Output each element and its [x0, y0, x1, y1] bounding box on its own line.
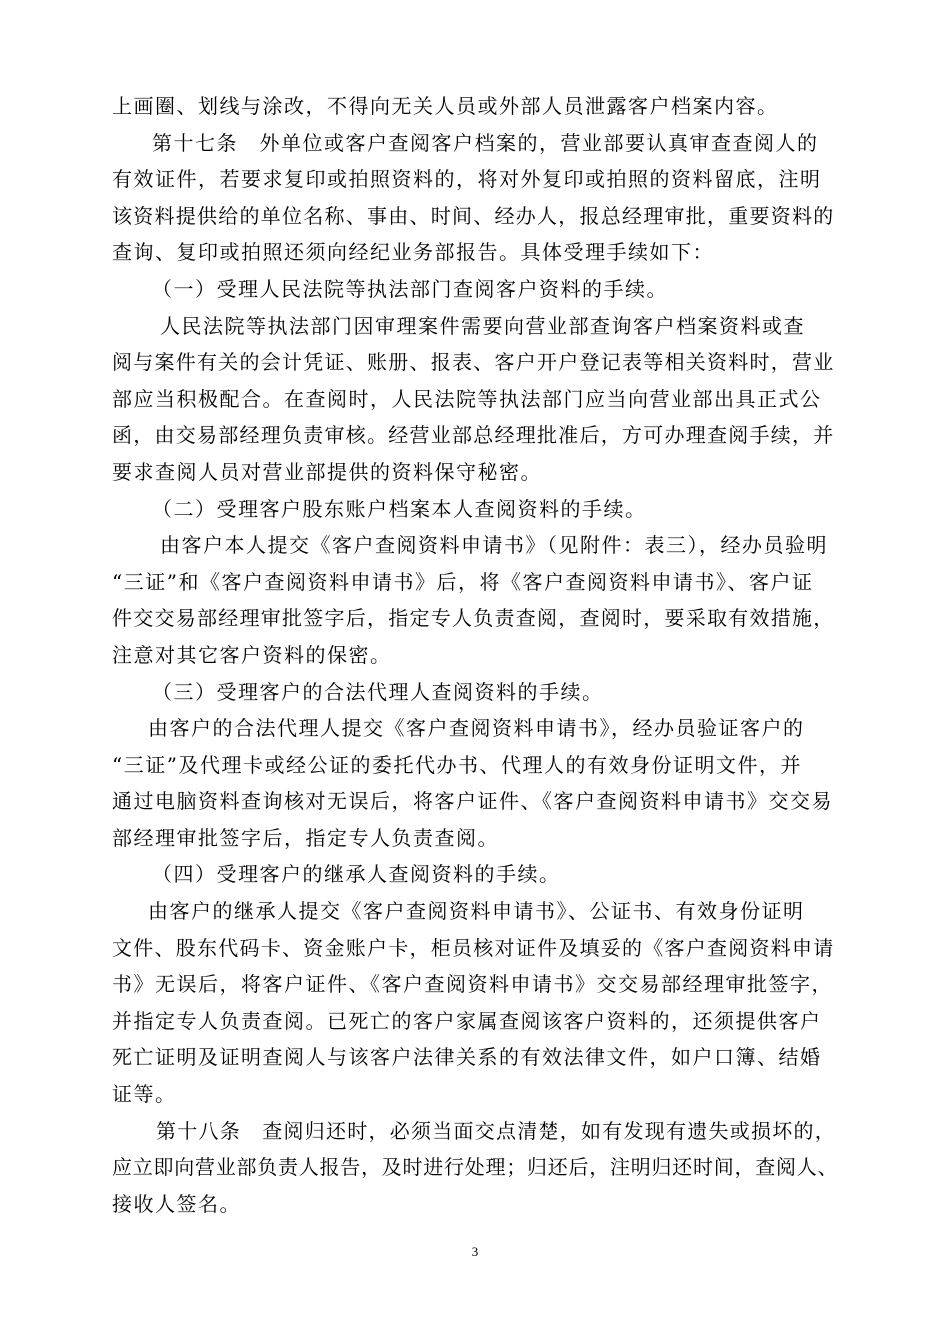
text-line: 件交交易部经理审批签字后，指定专人负责查阅，查阅时，要采取有效措施， — [112, 606, 835, 631]
section-4-heading: （四）受理客户的继承人查阅资料的手续。 — [152, 862, 561, 887]
text-line: 死亡证明及证明查阅人与该客户法律关系的有效法律文件，如户口簿、结婚 — [112, 1045, 822, 1070]
article-18-heading: 第十八条 查阅归还时，必须当面交点清楚，如有发现有遗失或损坏的， — [156, 1118, 836, 1143]
text-line: 人民法院等执法部门因审理案件需要向营业部查询客户档案资料或查 — [160, 313, 805, 338]
text-line: 由客户本人提交《客户查阅资料申请书》（见附件：表三），经办员验明 — [160, 533, 828, 558]
text-line: 部应当积极配合。在查阅时，人民法院等执法部门应当向营业部出具正式公 — [112, 386, 822, 411]
text-line: 应立即向营业部负责人报告，及时进行处理；归还后，注明归还时间，查阅人、 — [112, 1155, 839, 1180]
section-3-heading: （三）受理客户的合法代理人查阅资料的手续。 — [152, 679, 604, 704]
page-number: 3 — [471, 1244, 479, 1259]
text-line: 书》无误后，将客户证件、《客户查阅资料申请书》交交易部经理审批签字， — [112, 972, 833, 997]
section-2-heading: （二）受理客户股东账户档案本人查阅资料的手续。 — [152, 496, 647, 521]
text-line: 要求查阅人员对营业部提供的资料保守秘密。 — [112, 459, 542, 484]
text-line: 由客户的合法代理人提交《客户查阅资料申请书》，经办员验证客户的 — [148, 716, 805, 741]
text-line: 通过电脑资料查询核对无误后，将客户证件、《客户查阅资料申请书》交交易 — [112, 789, 833, 814]
text-line: 并指定专人负责查阅。已死亡的客户家属查阅该客户资料的，还须提供客户 — [112, 1008, 822, 1033]
text-line: 证等。 — [112, 1082, 177, 1107]
text-line: 部经理审批签字后，指定专人负责查阅。 — [112, 825, 499, 850]
article-17-heading: 第十七条 外单位或客户查阅客户档案的，营业部要认真审查查阅人的 — [152, 130, 819, 155]
text-line: 函，由交易部经理负责审核。经营业部总经理批准后，方可办理查阅手续，并 — [112, 423, 835, 448]
text-line: 文件、股东代码卡、资金账户卡，柜员核对证件及填妥的《客户查阅资料申请 — [112, 935, 835, 960]
text-line: 由客户的继承人提交《客户查阅资料申请书》、公证书、有效身份证明 — [148, 899, 805, 924]
text-line: 查询、复印或拍照还须向经纪业务部报告。具体受理手续如下： — [112, 240, 714, 265]
document-body — [112, 88, 842, 1222]
text-line: “三证”及代理卡或经公证的委托代办书、代理人的有效身份证明文件，并 — [112, 752, 802, 777]
text-line: 接收人签名。 — [112, 1191, 241, 1216]
text-line: “三证”和《客户查阅资料申请书》后，将《客户查阅资料申请书》、客户证 — [112, 569, 814, 594]
text-line: 阅与案件有关的会计凭证、账册、报表、客户开户登记表等相关资料时，营业 — [112, 350, 835, 375]
text-line: 有效证件，若要求复印或拍照资料的，将对外复印或拍照的资料留底，注明 — [112, 167, 822, 192]
text-line: 该资料提供给的单位名称、事由、时间、经办人，报总经理审批，重要资料的 — [112, 203, 835, 228]
text-line: 上画圈、划线与涂改，不得向无关人员或外部人员泄露客户档案内容。 — [112, 94, 779, 118]
section-1-heading: （一）受理人民法院等执法部门查阅客户资料的手续。 — [152, 276, 668, 301]
text-line: 注意对其它客户资料的保密。 — [112, 642, 392, 667]
